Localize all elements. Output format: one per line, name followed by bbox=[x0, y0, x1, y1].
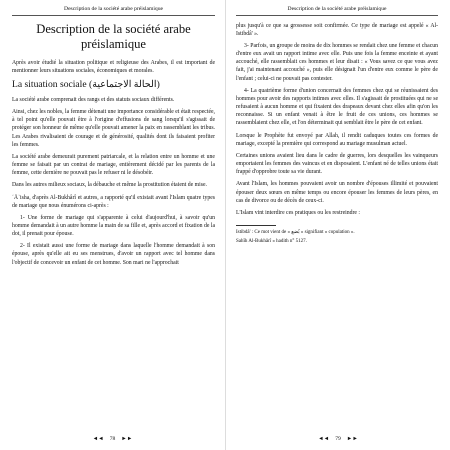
folio-ornament-right: ►► bbox=[121, 436, 133, 442]
list-item: 3- Parfois, un groupe de moins de dix hommes se rendait chez une femme et chacun d'entre eux avait un rapport intime avec elle. Puis une fois la femme enceinte et ayant accouché, elle rassemblait ces hommes et leur disait : « Vous savez ce que vous avez fait, j'ai maintenant accouché », puis elle désignait l'un d'entre eux comme le père de l'enfant ; celui-ci ne pouvait pas contester. bbox=[236, 43, 438, 82]
footnote: Istibdâ' : Ce mot vient de « بُضع » signifiant « copulation ». bbox=[236, 229, 355, 235]
section-title: La situation sociale (الحالة الاجتماعية) bbox=[12, 79, 160, 91]
footnote-divider bbox=[236, 225, 276, 226]
intro-paragraph: Après avoir étudié la situation politique et religieuse des Arabes, il est important de mentionner leurs situations sociales, économiques et morales. bbox=[12, 60, 215, 75]
paragraph: La société arabe comprenait des rangs et des statuts sociaux différents. bbox=[12, 96, 175, 103]
folio-ornament-right: ►► bbox=[346, 436, 358, 442]
chapter-title: Description de la société arabe préislamique bbox=[36, 21, 191, 52]
right-page bbox=[225, 0, 450, 450]
paragraph: Dans les autres milieux sociaux, la débauche et même la prostitution étaient de mise. bbox=[12, 182, 207, 189]
running-head: Description de la société arabe préislamique bbox=[236, 6, 438, 16]
paragraph: La société arabe demeurait purement patriarcale, et la relation entre un homme et une femme se faisait par un contrat de mariage, entièrement décidé par les parents de la femme, cette dernière ne pouvait pas le refuser ni le désobéir. bbox=[12, 153, 215, 177]
page-number: ◄◄ 78 ►► bbox=[0, 436, 225, 442]
folio-ornament-left: ◄◄ bbox=[92, 436, 104, 442]
running-head: Description de la société arabe préislamique bbox=[12, 6, 215, 16]
paragraph: plus jusqu'à ce que sa grossesse soit confirmée. Ce type de mariage est appelé « Al-Istibdâ' ». bbox=[236, 22, 438, 37]
list-item: 1- Une forme de mariage qui s'apparente à celui d'aujourd'hui, à savoir qu'un homme demandait à un autre homme la main de sa fille et, après accord et fixation de la dot, il prenait pour épouse. bbox=[12, 214, 215, 238]
paragraph: L'Islam vint interdire ces pratiques ou les restreindre : bbox=[236, 209, 360, 216]
paragraph: Lorsque le Prophète fut envoyé par Allah, il rendit caduques toutes ces formes de mariage, excepté la première qui correspond au mariage musulman actuel. bbox=[236, 132, 438, 147]
folio-ornament-left: ◄◄ bbox=[318, 436, 330, 442]
footnote: Sahîh Al-Bukhârî « hadith n° 5127. bbox=[236, 238, 307, 244]
paragraph: Ainsi, chez les nobles, la femme détenait une importance considérable et était respectée, à tel point qu'elle pouvait être à l'origine d'effusions de sang lorsqu'il s'agissait de protéger son honneur de même qu'elle pouvait amener la paix en rassemblant les tribus. Les Arabes rivalisaient de courage et de générosité, qualités dont ils faisaient profiter les femmes. bbox=[12, 109, 215, 148]
paragraph: Avant l'Islam, les hommes pouvaient avoir un nombre d'épouses illimité et pouvaient épouser deux sœurs en même temps ou encore épouser les femmes de leurs pères, en cas de divorce ou de décès de ceux-ci. bbox=[236, 181, 438, 204]
paragraph: Certaines unions avaient lieu dans le cadre de guerres, lors desquelles les vainqueurs emportaient les femmes des vaincus et en disposaient. L'enfant né de telles unions était frappé d'opprobre toute sa vie durant. bbox=[236, 152, 438, 176]
list-item: 4- La quatrième forme d'union concernait des femmes chez qui se réunissaient des hommes pour avoir des rapports intimes avec elles. Il s'agissait de prostituées qui ne se refusaient à aucun homme et qui fixaient des drapeaux devant chez elles afin qu'on les reconnaisse. Si un enfant venait à être le fruit de ces unions, ces hommes se rassemblaient chez elle, et l'on déterminait qui semblait être le père de cet enfant. bbox=[236, 87, 438, 127]
list-item: 2- Il existait aussi une forme de mariage dans laquelle l'homme demandait à son épouse, après qu'elle ait eu ses menstrues, d'avoir un rapport avec tel homme dans l'objectif de concevoir un enfant de cet homme. Son mari ne l'approchait bbox=[12, 243, 215, 266]
page-number: ◄◄ 79 ►► bbox=[226, 436, 450, 442]
paragraph: ʿĀʾisha, d'après Al-Bukhârî et autres, a rapporté qu'il existait avant l'Islam quatre types de mariage que nous énumérons ci-après : bbox=[12, 194, 215, 209]
